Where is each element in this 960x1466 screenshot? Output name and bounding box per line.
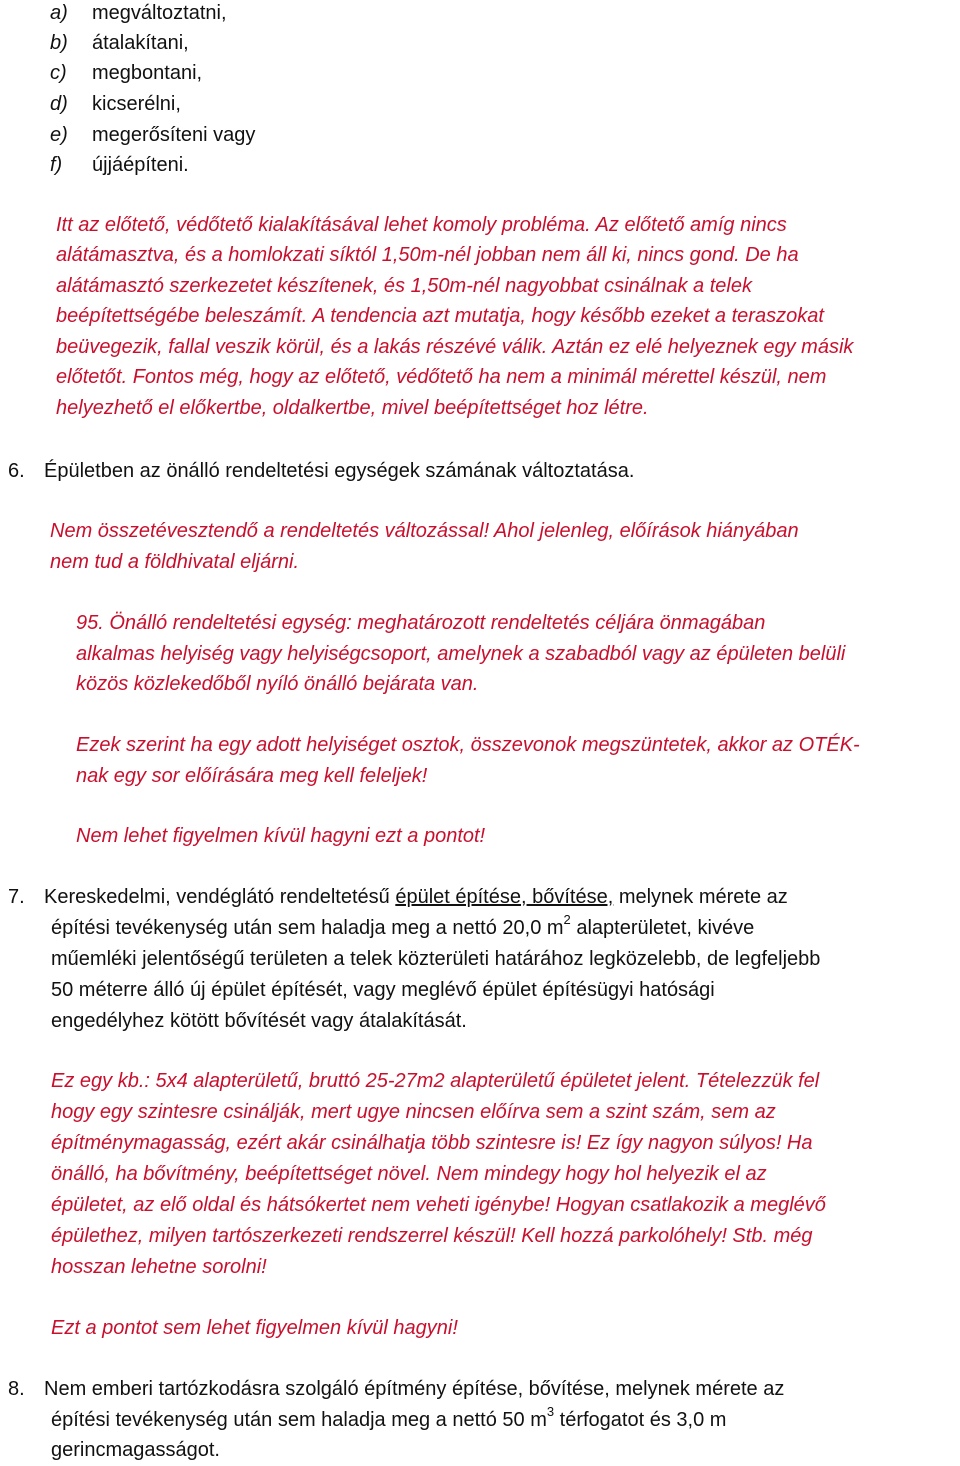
commentary-line: épülethez, milyen tartószerkezeti rendszerrel készül! Kell hozzá parkolóhely! Stb. még [51, 1225, 813, 1247]
item-text-part: építési tevékenység után sem haladja meg a nettó 20,0 m [51, 917, 564, 939]
list-item: átalakítani, [92, 32, 189, 54]
list-marker: b) [50, 32, 68, 54]
item-text: Épületben az önálló rendeltetési egységek számának változtatása. [44, 460, 635, 482]
definition-line: közös közlekedőből nyíló önálló bejárata van. [76, 673, 479, 695]
item-text: műemléki jelentőségű területen a telek közterületi határához legközelebb, de legfeljebb [51, 948, 821, 970]
commentary-line: alátámasztva, és a homlokzati síktól 1,50m-nél jobban nem áll ki, nincs gond. De ha [56, 244, 799, 266]
commentary-line: hogy egy szintesre csinálják, mert ugye nincsen előírva sem a szint szám, sem az [51, 1101, 776, 1123]
item-text-part: Kereskedelmi, vendéglátó rendeltetésű [44, 886, 396, 908]
superscript: 3 [546, 1404, 555, 1420]
underlined-phrase: épület építése, bővítése, [395, 886, 614, 908]
commentary-line: nak egy sor előírására meg kell feleljek! [76, 765, 428, 787]
item-text [44, 882, 788, 913]
item-text-part: térfogatot és 3,0 m [554, 1409, 727, 1431]
item-text: engedélyhez kötött bővítését vagy átalakítását. [51, 1010, 467, 1032]
commentary-line: helyezhető el előkertbe, oldalkertbe, mivel beépítettséget hoz létre. [56, 397, 649, 419]
commentary-line: Itt az előtető, védőtető kialakításával lehet komoly probléma. Az előtető amíg nincs [56, 214, 787, 236]
commentary-line: nem tud a földhivatal eljárni. [50, 551, 300, 573]
commentary-line: Nem összetévesztendő a rendeltetés változással! Ahol jelenleg, előírások hiányában [50, 520, 799, 542]
list-marker: f) [50, 154, 63, 176]
list-item: újjáépíteni. [92, 154, 189, 176]
commentary-line: építménymagasság, ezért akár csinálhatja több szintesre is! Ez így nagyon súlyos! Ha [51, 1132, 813, 1154]
list-item: kicserélni, [92, 93, 181, 115]
list-marker: e) [50, 124, 68, 146]
item-text-part: melynek mérete az [613, 886, 788, 908]
item-number: 6. [8, 460, 25, 482]
commentary-line: alátámasztó szerkezetet készítenek, és 1,50m-nél nagyobbat csinálnak a telek [56, 275, 752, 297]
item-number: 8. [8, 1378, 25, 1400]
list-item: megbontani, [92, 62, 203, 84]
commentary-line: épületet, az elő oldal és hátsókertet nem veheti igénybe! Hogyan csatlakozik a meglévő [51, 1194, 826, 1216]
commentary-line: Nem lehet figyelmen kívül hagyni ezt a pontot! [76, 825, 486, 847]
definition-line: 95. Önálló rendeltetési egység: meghatározott rendeltetés céljára önmagában [76, 612, 766, 634]
definition-line: alkalmas helyiség vagy helyiségcsoport, amelynek a szabadból vagy az épületen belüli [76, 643, 846, 665]
commentary-line: önálló, ha bővítmény, beépítettséget növel. Nem mindegy hogy hol helyezik el az [51, 1163, 767, 1185]
commentary-line: hosszan lehetne sorolni! [51, 1256, 267, 1278]
list-item: megváltoztatni, [92, 2, 227, 24]
commentary-line: Ezek szerint ha egy adott helyiséget osztok, összevonok megszüntetek, akkor az OTÉK- [76, 734, 860, 756]
item-text: gerincmagasságot. [51, 1439, 220, 1461]
item-text-part: alapterületet, kivéve [570, 917, 755, 939]
item-text-part: építési tevékenység után sem haladja meg a nettó 50 m [51, 1409, 547, 1431]
commentary-line: beépítettségébe beleszámít. A tendencia azt mutatja, hogy később ezeket a teraszokat [56, 305, 824, 327]
list-marker: d) [50, 93, 68, 115]
commentary-line: Ezt a pontot sem lehet figyelmen kívül hagyni! [51, 1317, 458, 1339]
item-text: 50 méterre álló új épület építését, vagy meglévő épület építésügyi hatósági [51, 979, 715, 1001]
item-text [51, 913, 754, 944]
item-text: Nem emberi tartózkodásra szolgáló építmény építése, bővítése, melynek mérete az [44, 1378, 785, 1400]
commentary-line: előtetőt. Fontos még, hogy az előtető, védőtető ha nem a minimál mérettel készül, nem [56, 366, 827, 388]
superscript: 2 [563, 912, 571, 928]
commentary-line: beüvegezik, fallal veszik körül, és a lakás részévé válik. Aztán ez elé helyeznek egy másik [56, 336, 854, 358]
item-text [51, 1405, 726, 1436]
list-marker: c) [50, 62, 67, 84]
commentary-line: Ez egy kb.: 5x4 alapterületű, bruttó 25-27m2 alapterületű épületet jelent. Tételezzük fel [51, 1070, 820, 1092]
list-marker: a) [50, 2, 68, 24]
item-number: 7. [8, 886, 25, 908]
list-item: megerősíteni vagy [92, 124, 256, 146]
